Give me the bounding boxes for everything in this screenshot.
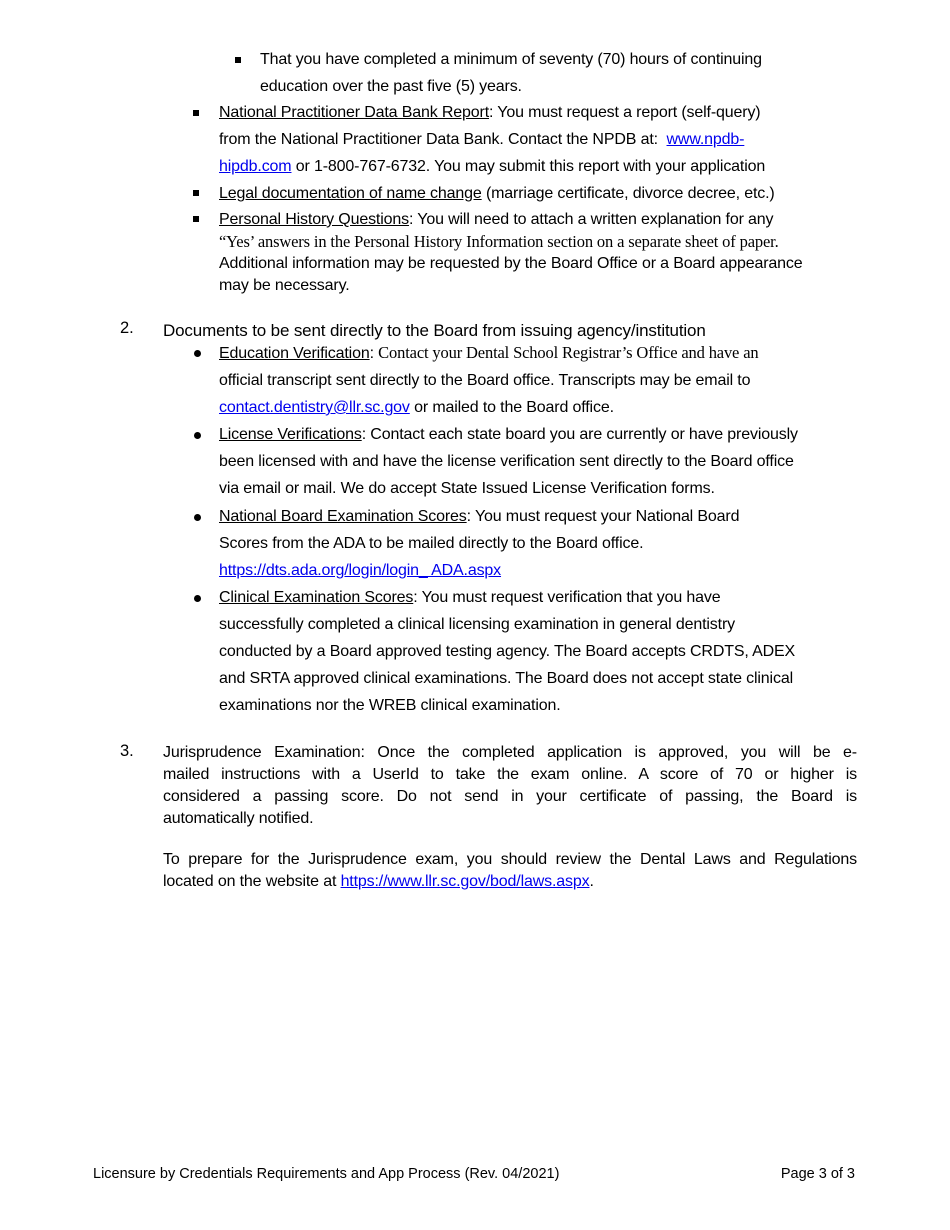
education-verification-item — [219, 339, 857, 421]
national-board-text-b: Scores from the ADA to be mailed directly to the Board office. — [219, 535, 644, 552]
npdb-item — [219, 99, 859, 180]
npdb-text-b: from the National Practitioner Data Bank. Contact the NPDB at: — [219, 131, 658, 148]
clinical-text-b: successfully completed a clinical licensing examination in general dentistry — [219, 616, 735, 633]
clinical-text-a: : You must request verification that you have — [413, 589, 721, 606]
name-change-title: Legal documentation of name change — [219, 185, 482, 202]
education-text-a: : — [369, 345, 379, 362]
jurisprudence-line-1: Jurisprudence Examination: Once the completed application is approved, you will be e- — [163, 744, 857, 761]
license-text-a: : Contact each state board you are currently or have previously — [361, 426, 798, 443]
npdb-link-part-1[interactable]: www.npdb- — [666, 131, 745, 148]
footer-page-number: Page 3 of 3 — [780, 1166, 855, 1182]
jurisprudence-prep-paragraph — [163, 849, 857, 893]
personal-history-text-d: may be necessary. — [219, 277, 350, 294]
personal-history-text-a: : You will need to attach a written explanation for any — [408, 211, 774, 228]
education-title: Education Verification — [219, 345, 370, 362]
npdb-text-c: or 1-800-767-6732. You may submit this report with your application — [291, 158, 766, 175]
npdb-text-a: : You must request a report (self-query) — [489, 104, 761, 121]
jurisprudence-line-2: mailed instructions with a UserId to take the exam online. A score of 70 or higher is — [163, 766, 857, 783]
square-bullet-icon — [193, 190, 199, 196]
prep-line-1: To prepare for the Jurisprudence exam, you should review the Dental Laws and Regulations — [163, 851, 857, 868]
education-text-c: or mailed to the Board office. — [409, 399, 614, 416]
section-3-number: 3. — [120, 742, 134, 760]
ce-line-1: That you have completed a minimum of seventy (70) hours of continuing — [260, 51, 762, 68]
jurisprudence-paragraph — [163, 742, 857, 830]
npdb-link-part-2[interactable]: hipdb.com — [219, 158, 292, 175]
jurisprudence-line-3: considered a passing score. Do not send in your certificate of passing, the Board is — [163, 788, 857, 805]
prep-line-2a: located on the website at — [163, 873, 341, 890]
square-bullet-icon — [193, 110, 199, 116]
clinical-title: Clinical Examination Scores — [219, 589, 414, 606]
npdb-title: National Practitioner Data Bank Report — [219, 104, 489, 121]
ada-login-link[interactable]: https://dts.ada.org/login/login_ ADA.aspx — [219, 562, 502, 579]
national-board-text-a: : You must request your National Board — [466, 508, 740, 525]
square-bullet-icon — [235, 57, 241, 63]
clinical-text-c: conducted by a Board approved testing agency. The Board accepts CRDTS, ADEX — [219, 643, 796, 660]
personal-history-text-b: “Yes’ answers in the Personal History Information section on a separate sheet of paper. — [219, 232, 779, 251]
ce-line-2: education over the past five (5) years. — [260, 78, 522, 95]
continuing-education-item — [260, 46, 860, 100]
round-bullet-icon — [194, 350, 201, 357]
round-bullet-icon — [194, 595, 201, 602]
square-bullet-icon — [193, 216, 199, 222]
clinical-text-d: and SRTA approved clinical examinations. The Board does not accept state clinical — [219, 670, 793, 687]
license-verification-item — [219, 421, 859, 502]
section-2-number: 2. — [120, 319, 134, 337]
license-text-b: been licensed with and have the license verification sent directly to the Board office — [219, 453, 794, 470]
license-title: License Verifications — [219, 426, 362, 443]
round-bullet-icon — [194, 432, 201, 439]
education-email-link[interactable]: contact.dentistry@llr.sc.gov — [219, 399, 410, 416]
national-board-item — [219, 503, 859, 584]
clinical-examination-item — [219, 584, 859, 719]
footer-left: Licensure by Credentials Requirements and App Process (Rev. 04/2021) — [93, 1166, 560, 1182]
national-board-title: National Board Examination Scores — [219, 508, 467, 525]
jurisprudence-line-4: automatically notified. — [163, 810, 314, 827]
education-text-serif: Contact your Dental School Registrar’s Office and have an — [378, 343, 759, 362]
name-change-text: (marriage certificate, divorce decree, etc.) — [481, 185, 775, 202]
personal-history-text-c: Additional information may be requested by the Board Office or a Board appearance — [219, 255, 803, 272]
section-2-heading: Documents to be sent directly to the Board from issuing agency/institution — [163, 321, 706, 340]
education-text-b: official transcript sent directly to the Board office. Transcripts may be email to — [219, 372, 751, 389]
laws-link[interactable]: https://www.llr.sc.gov/bod/laws.aspx — [340, 873, 590, 890]
prep-line-2b: . — [589, 873, 594, 890]
clinical-text-e: examinations nor the WREB clinical examination. — [219, 697, 561, 714]
personal-history-item — [219, 209, 857, 297]
round-bullet-icon — [194, 514, 201, 521]
personal-history-title: Personal History Questions — [219, 211, 409, 228]
name-change-item — [219, 180, 859, 207]
license-text-c: via email or mail. We do accept State Issued License Verification forms. — [219, 480, 715, 497]
